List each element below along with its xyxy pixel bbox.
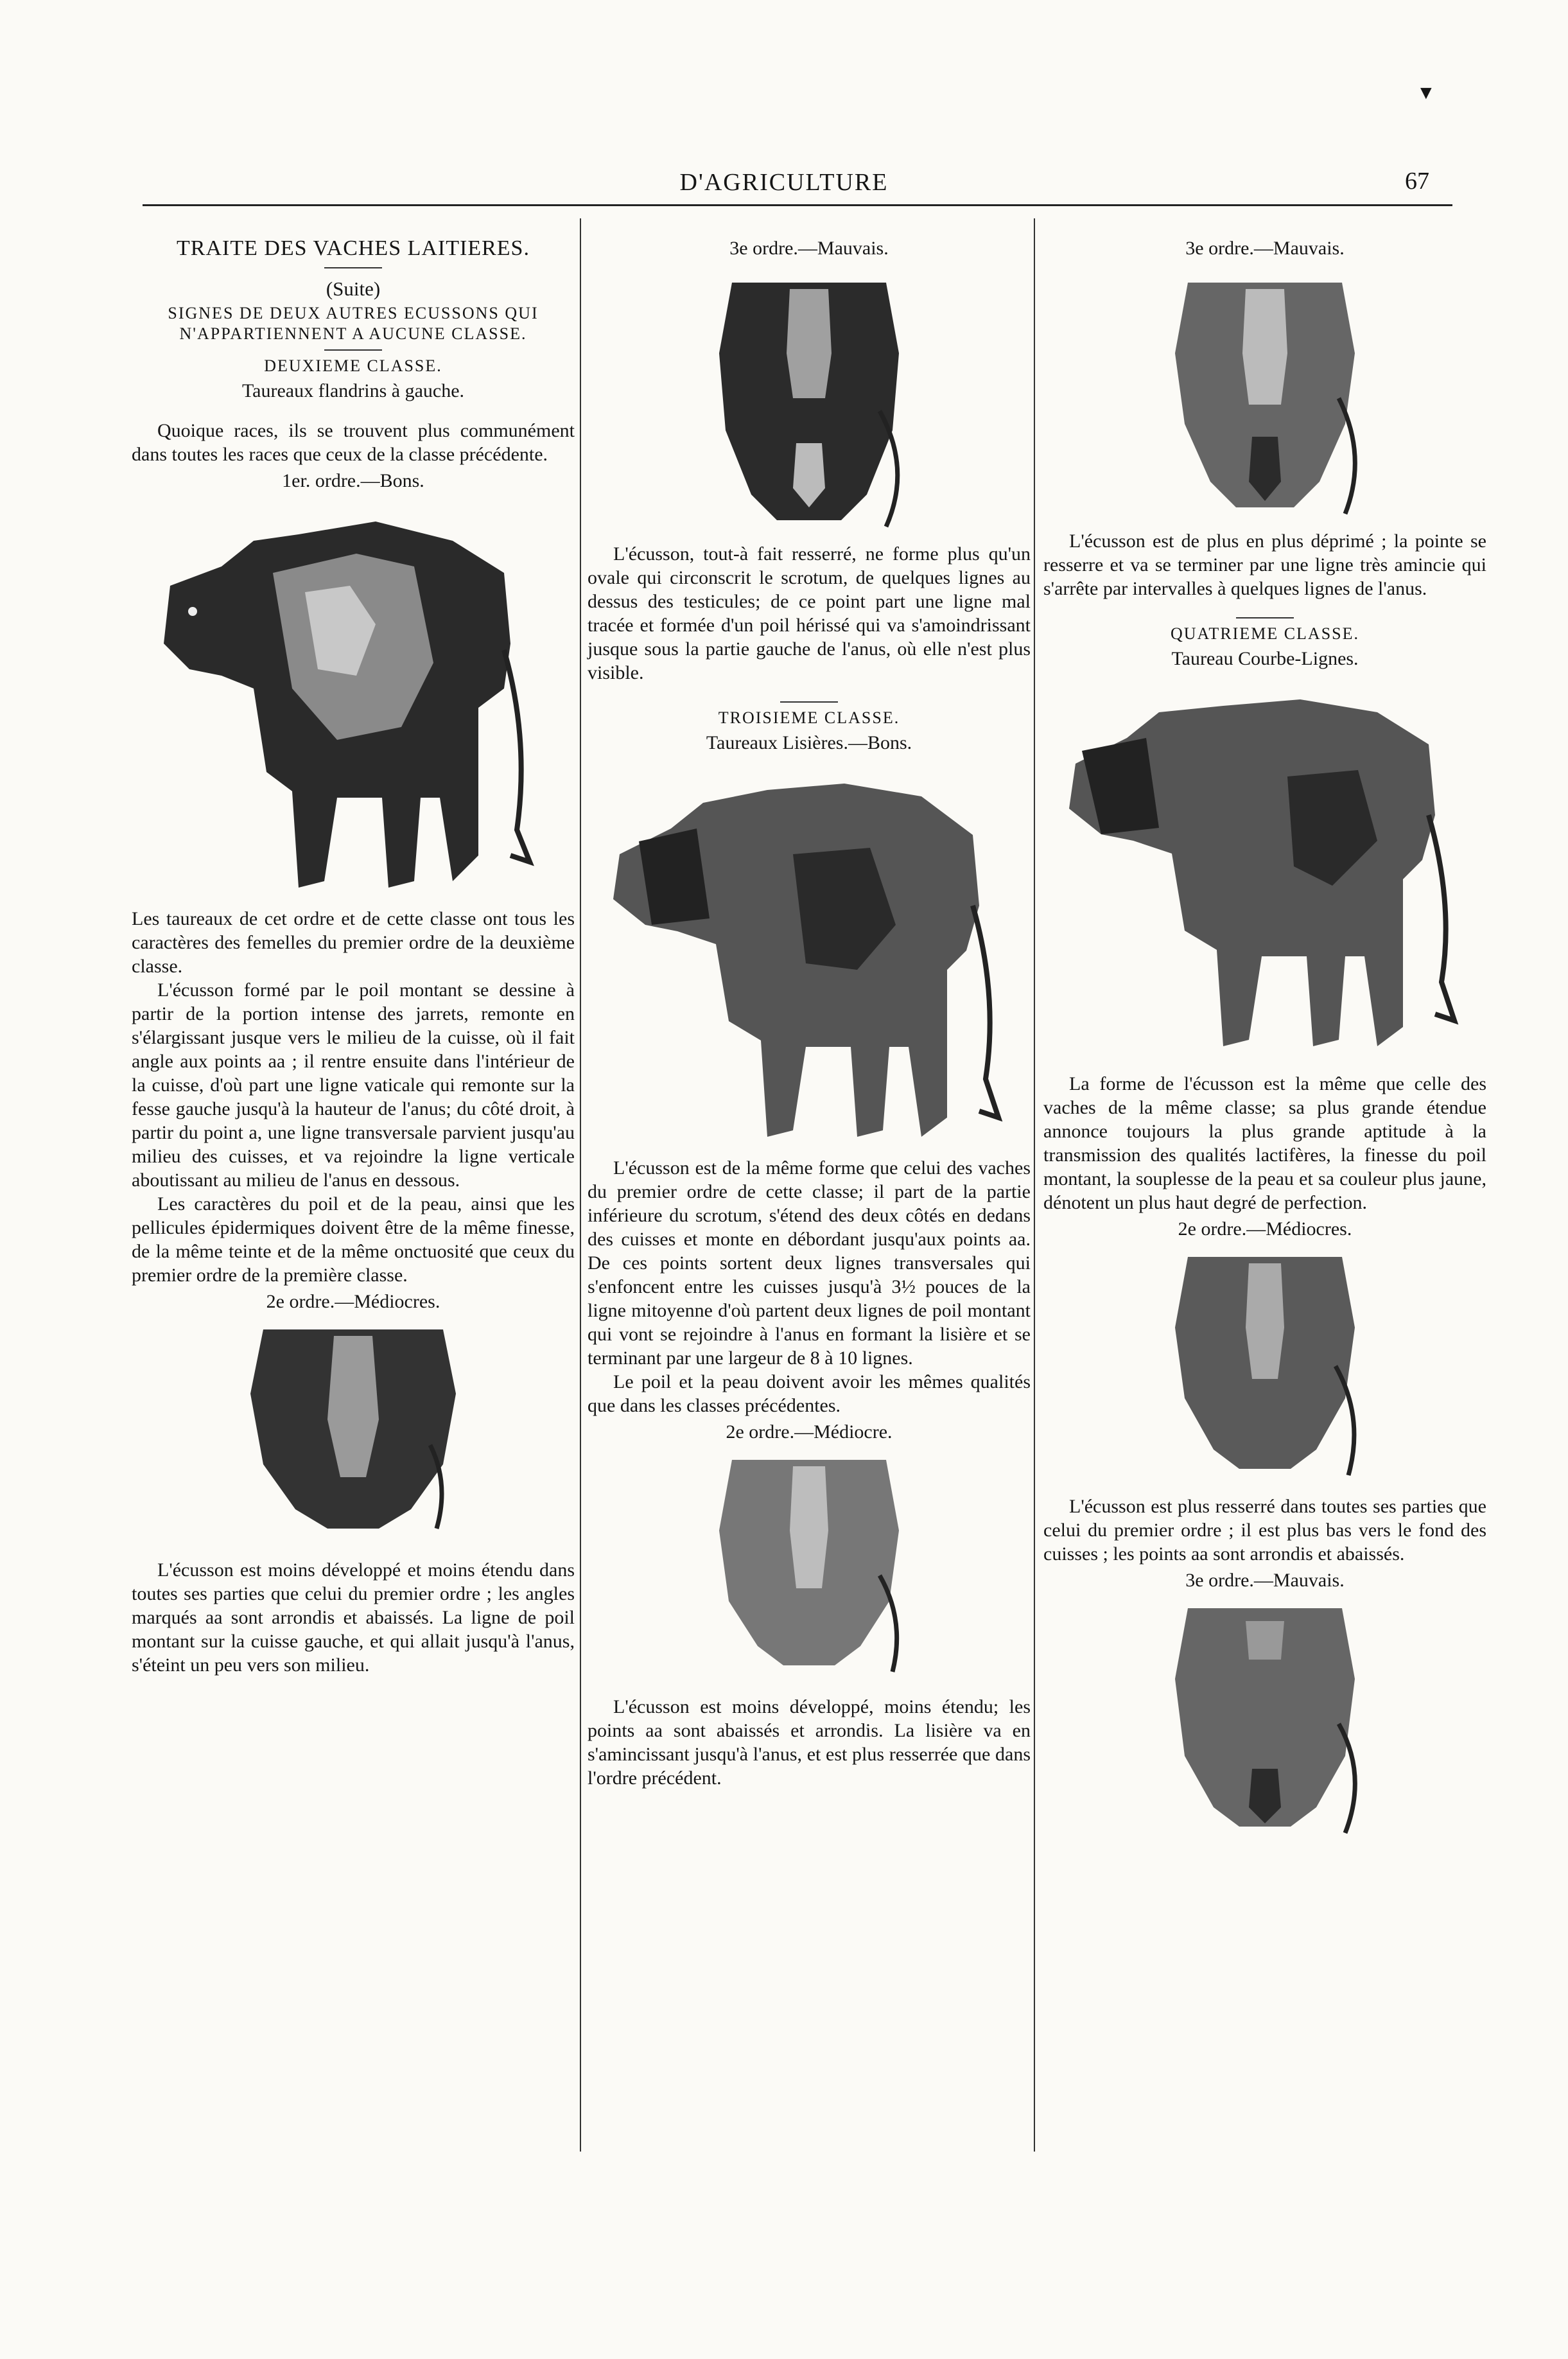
paragraph: L'écusson, tout-à fait resserré, ne forme plus qu'un ovale qui circonscrit le scrotum, de quelques lignes au dessus des testicules; de ce point part une ligne mal tracée et formée d'un poil hérissé qui va s'amoindrissant jusque sous la partie gauche de l'anus, où elle n'est plus visible. [588,543,1031,683]
corner-marker: ▼ [1416,82,1436,103]
class-heading: QUATRIEME CLASSE. [1170,624,1359,643]
divider [324,349,382,351]
bull-rear-illustration [1149,1595,1381,1839]
order-heading: 2e ordre.—Médiocres. [266,1291,440,1312]
paragraph: Quoique races, ils se trouvent plus communément dans toutes les races que ceux de la classe précédente. [132,420,575,465]
order-heading: 3e ordre.—Mauvais. [1185,1570,1345,1591]
column-3 [1043,212,1486,1839]
bull-rear-illustration [1149,263,1381,520]
order-heading: 3e ordre.—Mauvais. [1185,238,1345,259]
paragraph: Le poil et la peau doivent avoir les mêmes qualités que dans les classes précédentes. [588,1371,1031,1416]
bull-rear-illustration [1149,1244,1381,1482]
bull-side-illustration [600,758,1018,1143]
class-subtitle: Taureaux flandrins à gauche. [241,380,465,401]
order-heading: 3e ordre.—Mauvais. [729,238,889,259]
class-subtitle: Taureaux Lisières.—Bons. [706,732,912,753]
page-number: 67 [1405,168,1429,195]
paragraph: L'écusson est moins développé, moins étendu; les points aa sont abaissés et arrondis. La lisière va en s'amincissant jusqu'à l'anus, et est plus resserrée que dans l'ordre précédent. [588,1696,1031,1789]
header-rule [143,204,1452,206]
paragraph: L'écusson est de plus en plus déprimé ; la pointe se resserre et va se terminer par une ligne très amincie qui s'arrête par intervalles à quelques lignes de l'anus. [1043,531,1486,599]
paragraph: L'écusson est moins développé et moins étendu dans toutes ses parties que celui du premier ordre ; les angles marqués aa sont arrondis et abaissés. La ligne de poil montant sur la cuisse gauche, et qui allait jusqu'à l'anus, s'éteint un peu vers son milieu. [132,1559,575,1676]
paragraph: L'écusson formé par le poil montant se dessine à partir de la portion intense des jarrets, remonte en s'élargissant jusque vers le milieu de la cuisse, où il fait angle aux points aa ; il rentre ensuite dans l'intérieur de la cuisse, d'où part une ligne vaticale qui remonte sur la fesse gauche jusqu'à la hauteur de l'anus; du côté droit, à partir du point a, une ligne transversale parvient jusqu'au milieu des cuisses, et va rejoindre la ligne verticale aboutissant au milieu de l'anus en dessous. [132,979,575,1191]
class-heading: TROISIEME CLASSE. [718,708,900,727]
order-heading: 1er. ordre.—Bons. [282,470,424,491]
bull-rear-illustration [238,1317,469,1541]
bull-side-illustration [144,496,562,907]
bull-rear-illustration [693,263,925,533]
paragraph: L'écusson est plus resserré dans toutes ses parties que celui du premier ordre ; il est plus bas vers le fond des cuisses ; les points aa sont arrondis et abaissés. [1043,1496,1486,1565]
paragraph: L'écusson est de la même forme que celui des vaches du premier ordre de cette classe; il part de la partie inférieure du scrotum, s'étend des deux côtés en dedans des cuisses et monte en débordant jusqu'aux points aa. De ces points sortent deux lignes transversales qui s'enfoncent entre les cuisses jusqu'à 3½ pouces de la ligne mitoyenne d'où partent deux lignes de poil montant qui vont se rejoindre à l'anus en formant la lisière et se terminant par une largeur de 8 à 10 lignes. [588,1157,1031,1369]
paragraph: La forme de l'écusson est la même que celle des vaches de la même classe; sa plus grande étendue annonce toujours la plus grande aptitude à la transmission des qualités lactifères, la finesse du poil montant, la souplesse de la peau et sa couleur plus jaune, dénotent un plus haut degré de perfection. [1043,1073,1486,1213]
class-subtitle: Taureau Courbe-Lignes. [1171,648,1359,669]
order-heading: 2e ordre.—Médiocres. [1178,1218,1352,1240]
bull-rear-illustration [693,1447,925,1678]
paragraph: Les taureaux de cet ordre et de cette classe ont tous les caractères des femelles du premier ordre de la deuxième classe. [132,908,575,977]
class-heading: DEUXIEME CLASSE. [264,356,442,375]
order-heading: 2e ordre.—Médiocre. [726,1421,893,1443]
suite-label: (Suite) [326,277,381,300]
column-1 [132,212,575,1677]
section-heading: SIGNES DE DEUX AUTRES ECUSSONS QUI N'APPARTIENNENT A AUCUNE CLASSE. [168,304,539,343]
bull-side-illustration [1056,674,1474,1059]
divider [1236,617,1294,618]
column-2 [588,212,1031,1790]
divider [780,701,838,703]
article-title: TRAITE DES VACHES LAITIERES. [177,236,530,260]
running-header: D'AGRICULTURE [679,169,889,196]
column-divider [580,218,581,2152]
paragraph: Les caractères du poil et de la peau, ainsi que les pellicules épidermiques doivent être de la même finesse, de la même teinte et de la même onctuosité que ceux du premier ordre de la première classe. [132,1193,575,1286]
divider [324,267,382,268]
column-divider [1034,218,1035,2152]
